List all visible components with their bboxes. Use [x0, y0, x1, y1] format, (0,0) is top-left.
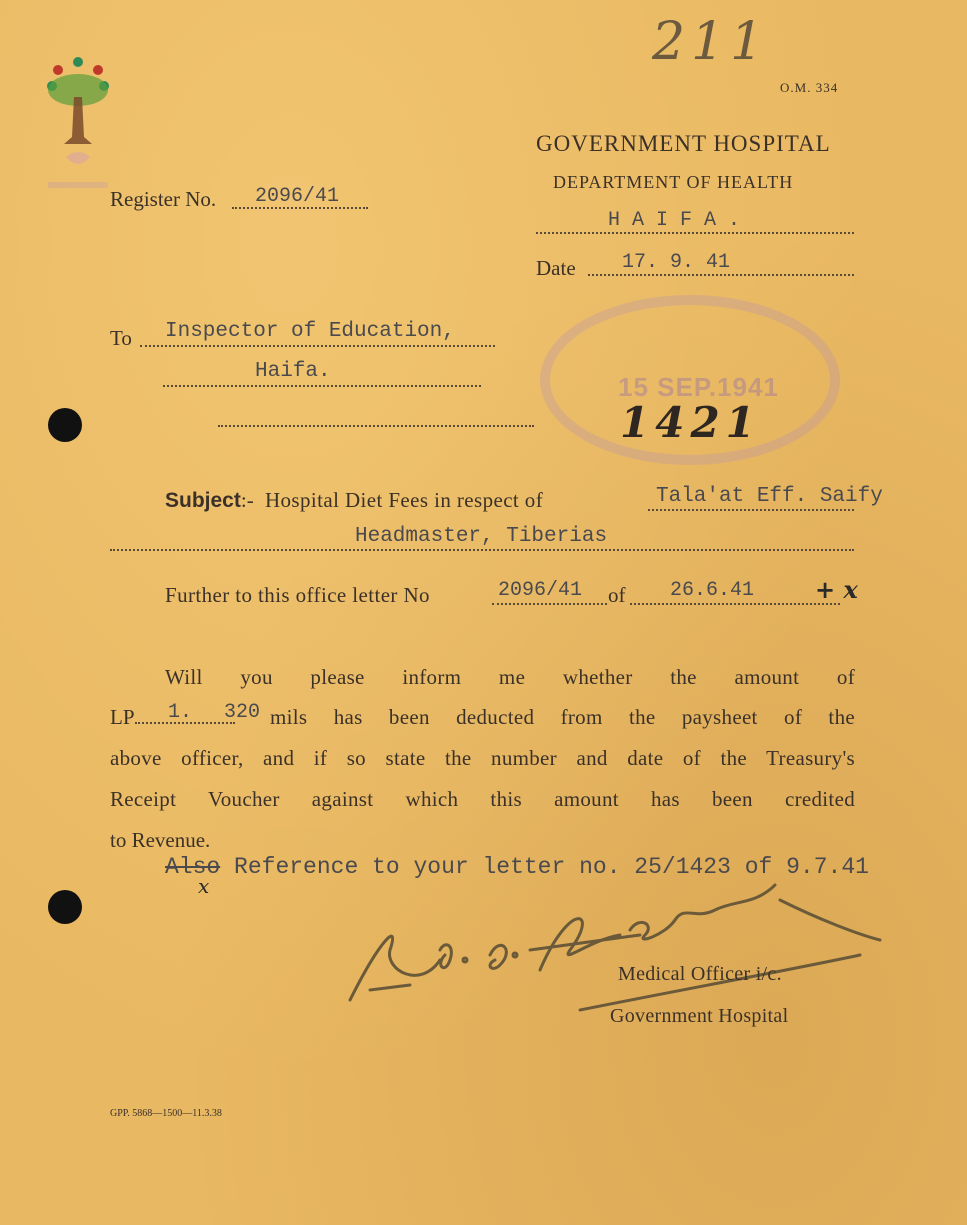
- register-label: Register No.: [110, 187, 217, 211]
- subject-line: [165, 488, 543, 513]
- to-label: To: [110, 326, 132, 350]
- print-code: GPP. 5868—1500—11.3.38: [110, 1108, 222, 1119]
- lp-mils: 320: [224, 701, 261, 724]
- body-line-1: Will you please inform me whether the amount of: [165, 665, 855, 689]
- subject-separator: :-: [240, 488, 254, 512]
- body-line-2-rest: mils has been deducted from the paysheet of the: [270, 705, 855, 729]
- punch-hole-top: [48, 408, 82, 442]
- subject-line-2: Headmaster, Tiberias: [355, 525, 608, 548]
- city-dotted-line: [536, 232, 854, 234]
- to-dotted-line-3: [218, 425, 534, 427]
- typed-addition: [165, 854, 869, 880]
- form-code: O.M. 334: [780, 80, 839, 95]
- lp-pounds: 1.: [168, 701, 193, 724]
- addressee-line-2: Haifa.: [255, 360, 331, 383]
- further-date: 26.6.41: [670, 579, 755, 602]
- further-letter-no: 2096/41: [498, 579, 583, 602]
- subject-label: Subject: [165, 489, 241, 512]
- signature-title-1: Medical Officer i/c.: [618, 963, 782, 985]
- reference-text: Reference to your letter no. 25/1423 of 9.7.41: [234, 854, 869, 880]
- punch-hole-bottom: [48, 890, 82, 924]
- further-of-label: of: [608, 583, 626, 607]
- subject-person: Tala'at Eff. Saify: [656, 485, 883, 508]
- signature-title-2: Government Hospital: [610, 1005, 789, 1027]
- body-line-5: to Revenue.: [110, 828, 211, 852]
- tree-logo-icon: [38, 52, 118, 202]
- date-dotted-line: [588, 274, 854, 276]
- stamp-handwritten-number: 1421: [620, 398, 761, 447]
- to-dotted-line-1: [140, 345, 495, 347]
- department-name: DEPARTMENT OF HEALTH: [553, 172, 794, 192]
- org-title: GOVERNMENT HOSPITAL: [536, 131, 831, 156]
- letter-no-dotted-line: [492, 603, 607, 605]
- city-name: H A I F A .: [608, 209, 741, 232]
- subject-text: Hospital Diet Fees in respect of: [264, 488, 544, 512]
- typed-addition-mark: x: [198, 874, 210, 898]
- body-line-3: above officer, and if so state the number and date of the Treasury's: [110, 746, 855, 770]
- to-dotted-line-2: [163, 385, 481, 387]
- stamp-date: 15 SEP.1941: [618, 372, 779, 402]
- subject-dotted-line-1: [648, 509, 854, 511]
- further-marks: + x: [815, 575, 858, 604]
- further-date-dotted-line: [630, 603, 840, 605]
- lp-label: LP: [110, 705, 135, 729]
- register-number: 2096/41: [255, 185, 340, 208]
- body-line-4: Receipt Voucher against which this amount has been credited: [110, 787, 855, 811]
- date-label: Date: [536, 256, 576, 280]
- struck-word: Also: [165, 854, 221, 880]
- further-text: Further to this office letter No: [165, 583, 430, 607]
- handwritten-page-number: 211: [652, 12, 770, 72]
- subject-dotted-line-2: [110, 549, 854, 551]
- addressee-line-1: Inspector of Education,: [165, 320, 455, 343]
- date-value: 17. 9. 41: [622, 251, 731, 274]
